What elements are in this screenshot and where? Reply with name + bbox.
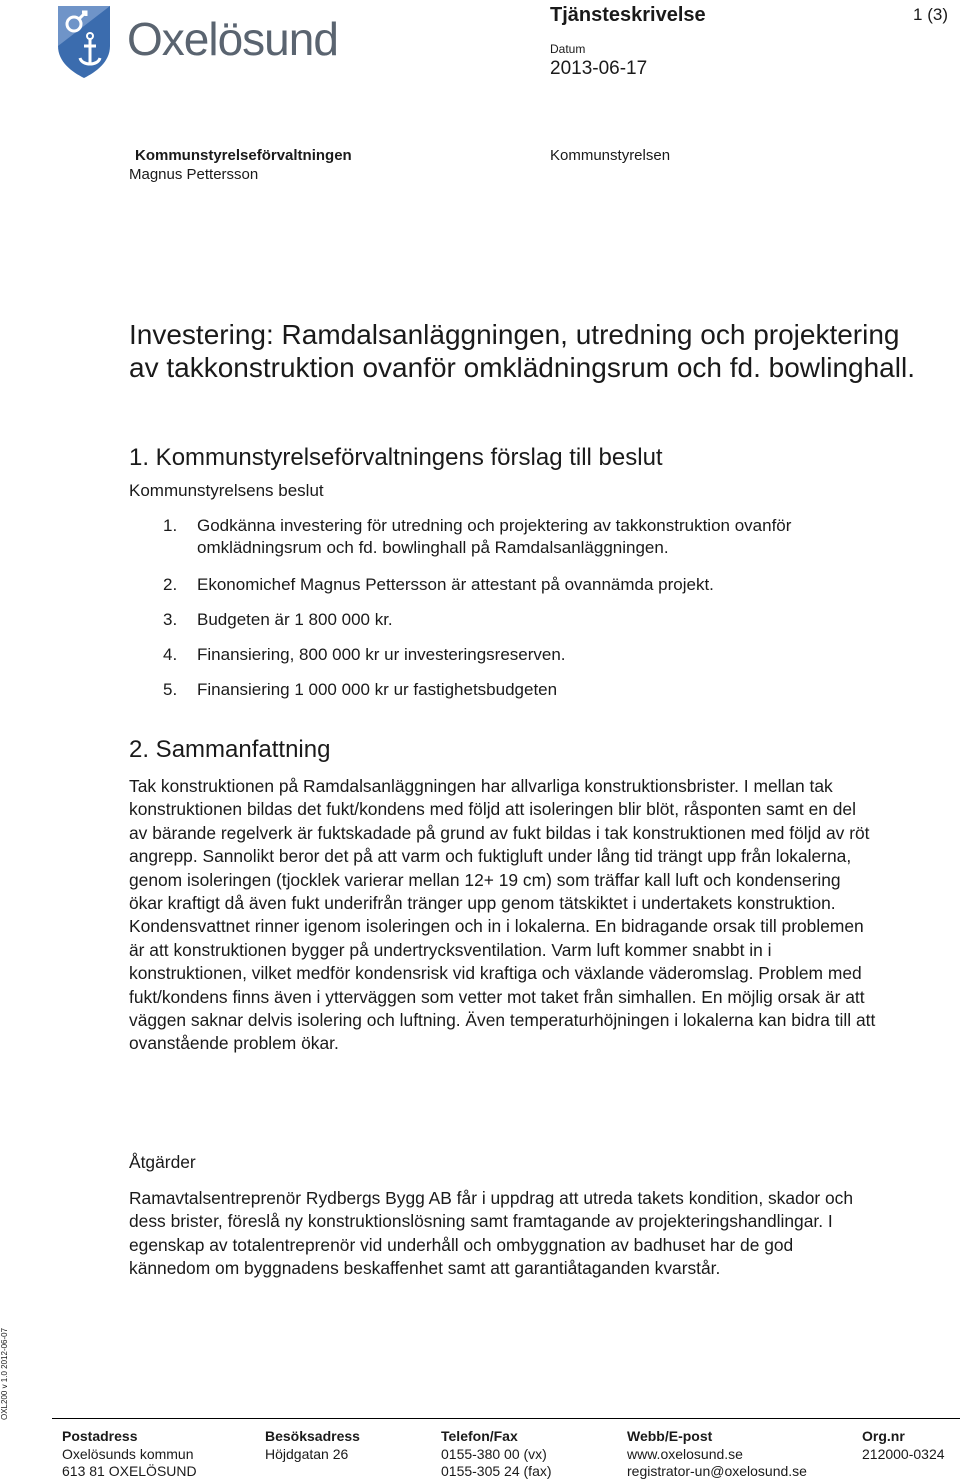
item-text: Budgeten är 1 800 000 kr. bbox=[197, 610, 393, 629]
item-number: 2. bbox=[163, 575, 178, 594]
measures-heading: Åtgärder bbox=[129, 1152, 196, 1172]
footer-line: 0155-305 24 (fax) bbox=[441, 1463, 552, 1479]
footer-label: Webb/E-post bbox=[627, 1428, 713, 1444]
section-subheading: Kommunstyrelsens beslut bbox=[129, 481, 324, 500]
footer-divider bbox=[52, 1418, 960, 1419]
municipality-logo bbox=[52, 2, 382, 80]
footer-org-number bbox=[862, 1428, 945, 1463]
summary-paragraph: Tak konstruktionen på Ramdalsanläggningen har allvarliga konstruktionsbrister. I mellan tak konstruktionen bildas det fukt/kondens med följd att isoleringen blir blöt, råsponten samt en del av bärande regelverk är fuktskadade på grund av fukt bildas i tak konstruktionen med följd av röt angrepp. Sannolikt beror det på att varm och fuktigluft under lång tid trängt upp från lokalerna, genom isoleringen (tjocklek varierar mellan 12+ 19 cm) som träffar kall luft och kondensering ökar kraftigt då även fukt underifrån tränger upp genom tätskiktet i undertakets konstruktion. Kondensvattnet rinner igenom isoleringen och in i lokalerna. En bidragande orsak till problemen är att konstruktionen bygger på undertrycksventilation. Varm luft kommer snabbt in i konstruktionen, vilket medför kondensrisk vid kraftiga och växlande väderomslag. Problem med fukt/kondens finns även i ytterväggen som vetter mot taket från simhallen. En möjlig orsak är att väggen saknar delvis isolering och luftning. Även temperaturhöjningen i lokalerna kan bidra till att ovanstående problem ökar. bbox=[129, 776, 876, 1054]
footer-line: 613 81 OXELÖSUND bbox=[62, 1463, 197, 1479]
item-number: 5. bbox=[163, 680, 178, 699]
footer-label: Telefon/Fax bbox=[441, 1428, 518, 1444]
logo-wordmark: Oxelösund bbox=[127, 13, 338, 65]
section-heading: 1. Kommunstyrelseförvaltningens förslag till beslut bbox=[129, 444, 663, 471]
footer-line: Höjdgatan 26 bbox=[265, 1445, 349, 1462]
sender-name: Magnus Pettersson bbox=[129, 166, 259, 183]
template-version-tag bbox=[0, 1327, 12, 1432]
footer-web bbox=[627, 1428, 807, 1481]
item-number: 1. bbox=[163, 516, 178, 535]
item-text: Finansiering 1 000 000 kr ur fastighetsbudgeten bbox=[197, 680, 558, 699]
document-type: Tjänsteskrivelse bbox=[550, 4, 706, 26]
footer-line: 0155-380 00 (vx) bbox=[441, 1445, 547, 1462]
item-text: Ekonomichef Magnus Pettersson är attestant på ovannämda projekt. bbox=[197, 575, 714, 594]
item-number: 3. bbox=[163, 610, 178, 629]
footer-visit-address bbox=[265, 1428, 360, 1463]
recipient: Kommunstyrelsen bbox=[550, 147, 671, 164]
footer-line: Oxelösunds kommun bbox=[62, 1445, 194, 1462]
footer-email-link[interactable]: registrator-un@oxelosund.se bbox=[627, 1463, 807, 1479]
page-number: 1 (3) bbox=[913, 5, 948, 24]
footer-postal-address bbox=[62, 1428, 197, 1481]
footer-line: 212000-0324 bbox=[862, 1445, 945, 1462]
footer-phone bbox=[441, 1428, 552, 1481]
document-title: Investering: Ramdalsanläggningen, utredning och projektering av takkonstruktion ovanför omklädningsrum och fd. bowlinghall. bbox=[129, 319, 915, 383]
item-text: Godkänna investering för utredning och projektering av takkonstruktion ovanför omklädningsrum och fd. bowlinghall på Ramdalsanläggningen. bbox=[197, 516, 792, 557]
item-number: 4. bbox=[163, 645, 178, 664]
footer-label: Postadress bbox=[62, 1428, 138, 1444]
item-text: Finansiering, 800 000 kr ur investeringsreserven. bbox=[197, 645, 566, 664]
section-heading: 2. Sammanfattning bbox=[129, 736, 331, 763]
version-text: OXL200 v 1.0 2012-06-07 bbox=[0, 1327, 9, 1420]
sender-organization: Kommunstyrelseförvaltningen bbox=[135, 147, 352, 164]
footer-label: Org.nr bbox=[862, 1428, 905, 1444]
footer-label: Besöksadress bbox=[265, 1428, 360, 1444]
measures-paragraph: Ramavtalsentreprenör Rydbergs Bygg AB får i uppdrag att utreda takets kondition, skador och dess brister, föreslå ny konstruktionslösning samt framtagande av projekteringshandlingar. I egenskap av totalentreprenör vid underhåll och ombyggnation av badhuset har de god kännedom om byggnadens beskaffenhet samt att garantiåtaganden kvarstår. bbox=[129, 1188, 854, 1279]
date-value: 2013-06-17 bbox=[550, 58, 648, 79]
footer-website-link[interactable]: www.oxelosund.se bbox=[627, 1445, 743, 1462]
date-label: Datum bbox=[550, 42, 586, 56]
